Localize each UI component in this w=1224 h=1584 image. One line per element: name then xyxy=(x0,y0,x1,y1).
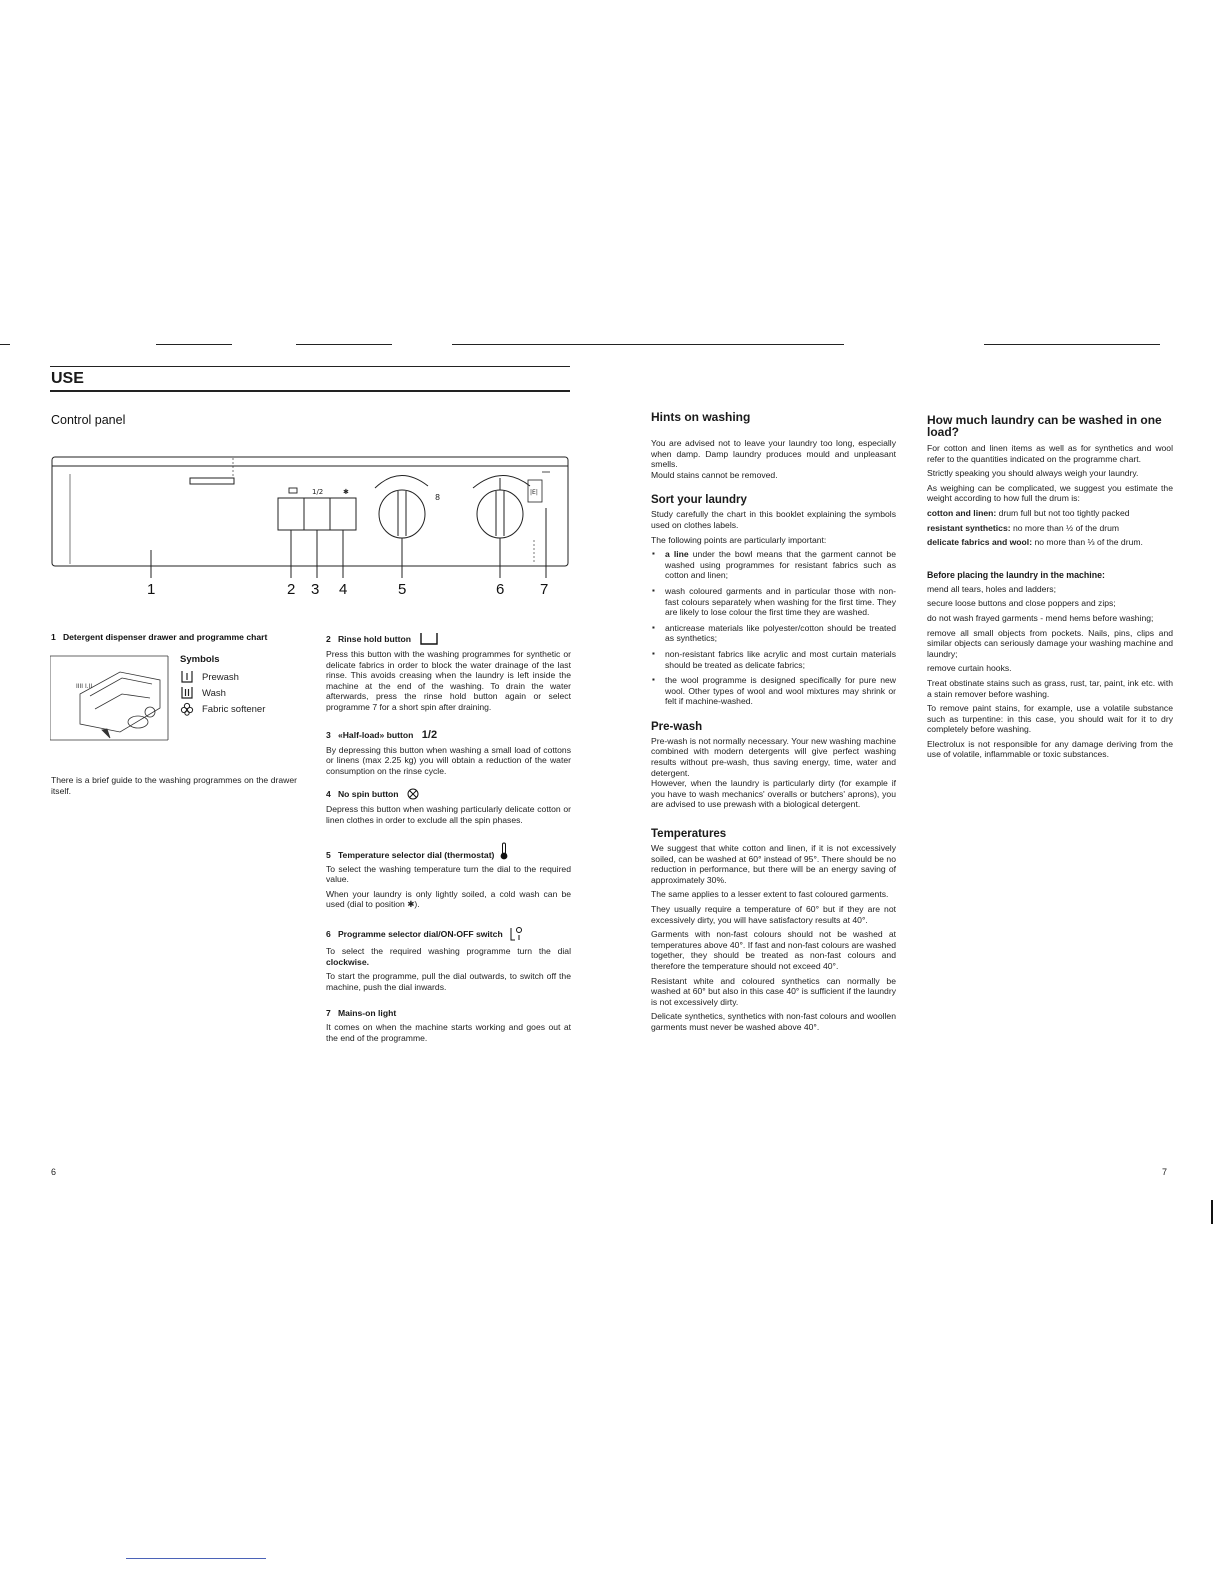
prewash-title: Pre-wash xyxy=(651,720,703,733)
scan-mark-bottom xyxy=(126,1558,266,1559)
callout-1: 1 xyxy=(147,581,156,598)
column-load xyxy=(927,414,1173,764)
rinse-hold-icon xyxy=(419,632,439,646)
load-synthetics-text: no more than ½ of the drum xyxy=(1012,522,1120,533)
sort-bullet-1-text: under the bowl means that the garment cannot be washed using programmes for resistant fabrics such as cotton and linen; xyxy=(665,549,896,581)
sort-title: Sort your laundry xyxy=(651,494,747,507)
item6-text2: To start the programme, pull the dial outwards, to switch off the machine, push the dial inwards. xyxy=(326,971,571,992)
item7-heading: 7 Mains-on light xyxy=(326,1008,397,1019)
programme-switch-icon xyxy=(509,926,523,942)
item3-heading-suffix: 1/2 xyxy=(421,728,438,741)
item5-heading-row xyxy=(326,842,571,860)
no-spin-icon xyxy=(407,788,419,800)
thermometer-icon xyxy=(500,842,508,860)
load-delicate-label: delicate fabrics and wool: xyxy=(927,537,1033,548)
item4-heading: 4 No spin button xyxy=(326,789,399,800)
sort-p1: Study carefully the chart in this booklet explaining the symbols used on clothes labels. xyxy=(651,509,896,530)
symbols-legend xyxy=(180,654,300,717)
item3-text: By depressing this button when washing a small load of cottons or linens (max 2.25 kg) you will obtain a reduction of the water consumption on the rinse cycle. xyxy=(326,744,571,776)
thermometer-mark: 8 xyxy=(435,493,441,502)
temperatures-p4: Garments with non-fast colours should not be washed at temperatures above 40°. If fast and non-fast colours are washed together, they should be treated as non-fast colours and therefore the temperature should not exceed 40°. xyxy=(651,929,896,971)
symbol-fabric-softener-label: Fabric softener xyxy=(202,703,266,715)
load-cotton-text: drum full but not too tightly packed xyxy=(998,507,1130,518)
before-p7: To remove paint stains, for example, use a volatile substance such as turpentine: in this case, you should wait for it to dry completely before washing. xyxy=(927,703,1173,735)
temperatures-p5: Resistant white and coloured synthetics can normally be washed at 60° but also in this case 40° is sufficient if the laundry is not excessively dirty. xyxy=(651,975,896,1007)
load-p3: As weighing can be complicated, we suggest you estimate the weight according to how full the drum is: xyxy=(927,482,1173,504)
no-spin-mark: ✱ xyxy=(343,488,349,496)
load-p2: Strictly speaking you should always weigh your laundry. xyxy=(927,468,1139,479)
symbol-fabric-softener xyxy=(180,701,300,717)
sort-bullet-5: ▪ the wool programme is designed specifically for pure new wool. Other types of wool and wool mixtures may shrink or felt if machine-washed. xyxy=(651,675,896,707)
hints-p1: You are advised not to leave your laundry too long, especially when damp. Damp laundry produces mould and unpleasant smells. xyxy=(651,438,896,470)
drawer-compartment-label: IIII I.II xyxy=(76,683,93,690)
item6-text1-a: To select the required washing programme turn the dial xyxy=(326,945,571,956)
section-title: USE xyxy=(51,370,84,387)
control-panel-title: Control panel xyxy=(51,413,126,427)
item4-heading-row xyxy=(326,788,571,800)
item6-heading-row xyxy=(326,926,571,942)
item2-text: Press this button with the washing programmes for synthetic or delicate fabrics in order to block the water drainage of the last rinse. This avoids creasing when the laundry is left inside the machine at the end of the washing. To drain the water afterwards, press the rinse hold button again or select programme 7 for a short spin after draining. xyxy=(326,649,571,712)
page-number-left: 6 xyxy=(51,1167,57,1177)
item1-caption: There is a brief guide to the washing programmes on the drawer itself. xyxy=(51,775,297,796)
sort-bullet-2: ▪ wash coloured garments and in particular those with non-fast colours separately when washing for the first time. They are likely to lose colour the first time they are washed. xyxy=(651,586,896,618)
callout-4: 4 xyxy=(339,581,348,598)
temperatures-p6: Delicate synthetics, synthetics with non-fast colours and woollen garments must never be washed above 40°. xyxy=(651,1011,896,1032)
load-cotton-label: cotton and linen: xyxy=(927,507,997,518)
item2-heading: 2 Rinse hold button xyxy=(326,634,411,644)
load-title: How much laundry can be washed in one load? xyxy=(927,413,1162,439)
top-rule-4 xyxy=(452,344,844,345)
temperatures-p2: The same applies to a lesser extent to fast coloured garments. xyxy=(651,889,889,900)
sort-bullet-1-bold: a line xyxy=(665,549,689,560)
sort-bullet-1 xyxy=(651,549,896,581)
hints-p2: Mould stains cannot be removed. xyxy=(651,469,778,480)
item5-text1: To select the washing temperature turn the dial to the required value. xyxy=(326,863,571,885)
load-synthetics-label: resistant synthetics: xyxy=(927,522,1011,533)
callout-2: 2 xyxy=(287,581,296,598)
temperatures-p3: They usually require a temperature of 60° but if they are not excessively dirty, you will have satisfactory results at 40°. xyxy=(651,904,896,925)
half-load-mark: 1/2 xyxy=(312,488,324,496)
scan-mark-right xyxy=(1211,1200,1213,1224)
item7-text: It comes on when the machine starts working and goes out at the end of the programme. xyxy=(326,1022,571,1043)
symbol-prewash-label: Prewash xyxy=(202,671,239,683)
load-delicate-text: no more than ⅓ of the drum. xyxy=(1034,537,1143,548)
programme-mark: |E| xyxy=(530,489,538,496)
prewash-p2: However, when the laundry is particularly dirty (for example if you have to wash mechanics' overalls or butchers' aprons), you are advised to use prewash with a biological detergent. xyxy=(651,778,896,810)
item3-heading-row xyxy=(326,729,571,741)
temperatures-title: Temperatures xyxy=(651,828,727,841)
item6-text1-b: clockwise. xyxy=(326,956,369,967)
top-rule-5 xyxy=(984,344,1160,345)
callout-3: 3 xyxy=(311,581,320,598)
before-p1: mend all tears, holes and ladders; xyxy=(927,583,1056,594)
callout-7: 7 xyxy=(540,581,549,598)
sort-bullet-4: ▪ non-resistant fabrics like acrylic and most curtain materials should be treated as delicate fabrics; xyxy=(651,649,896,670)
prewash-compartment-icon xyxy=(180,670,194,684)
sort-p2: The following points are particularly important: xyxy=(651,534,827,545)
item6-text1-row xyxy=(326,946,571,967)
fabric-softener-icon xyxy=(180,702,194,716)
before-p5: remove curtain hooks. xyxy=(927,663,1012,674)
top-rule-3 xyxy=(296,344,392,345)
load-cotton xyxy=(927,508,1173,519)
item3-heading: 3 «Half-load» button xyxy=(326,729,414,740)
item5-text2-row xyxy=(326,889,571,910)
item6-heading: 6 Programme selector dial/ON-OFF switch xyxy=(326,928,503,939)
before-p2: secure loose buttons and close poppers and zips; xyxy=(927,598,1116,609)
symbol-wash xyxy=(180,685,300,701)
load-delicate xyxy=(927,537,1173,548)
load-p1: For cotton and linen items as well as for synthetics and wool refer to the quantities indicated on the programme chart. xyxy=(927,443,1173,464)
prewash-p1: Pre-wash is not normally necessary. Your new washing machine combined with modern detergents will give perfect washing results without pre-wash, thus saving energy, time, water and detergent. xyxy=(651,735,896,778)
hints-title: Hints on washing xyxy=(651,410,751,424)
before-p4: remove all small objects from pockets. Nails, pins, clips and similar objects can seriously damage your washing machine and laundry; xyxy=(927,627,1173,659)
callout-5: 5 xyxy=(398,581,407,598)
symbols-title: Symbols xyxy=(180,654,220,665)
item5-heading: 5 Temperature selector dial (thermostat) xyxy=(326,849,495,860)
item2-heading-row xyxy=(326,632,571,646)
before-p8: Electrolux is not responsible for any damage deriving from the use of volatile, inflammable or toxic substances. xyxy=(927,738,1173,760)
top-rule-2 xyxy=(156,344,232,345)
wash-compartment-icon xyxy=(180,686,194,700)
before-title: Before placing the laundry in the machine: xyxy=(927,569,1105,580)
symbol-prewash xyxy=(180,669,300,685)
item1-heading: 1 Detergent dispenser drawer and programme chart xyxy=(51,632,268,642)
item5-text2: When your laundry is only lightly soiled, a cold wash can be used (dial to position xyxy=(326,888,571,910)
sort-bullets xyxy=(651,549,896,707)
before-p3: do not wash frayed garments - mend hems before washing; xyxy=(927,612,1154,623)
page-number-right: 7 xyxy=(1162,1167,1168,1177)
callout-6: 6 xyxy=(496,581,505,598)
column-controls xyxy=(326,632,571,1047)
use-header-bottom-rule xyxy=(50,390,570,392)
sort-bullet-3: ▪ anticrease materials like polyester/cotton should be treated as synthetics; xyxy=(651,623,896,644)
control-panel-diagram xyxy=(50,450,572,600)
drawer-illustration xyxy=(50,654,170,744)
symbol-wash-label: Wash xyxy=(202,687,226,699)
temperatures-p1: We suggest that white cotton and linen, if it is not excessively soiled, can be washed at 60° instead of 95°. There should be no reduction in performance, but there will be an energy saving of approximately 30%. xyxy=(651,843,896,885)
column-hints xyxy=(651,410,896,1037)
top-rule-1 xyxy=(0,344,10,345)
before-p6: Treat obstinate stains such as grass, rust, tar, paint, ink etc. with a stain remover before washing. xyxy=(927,677,1173,699)
use-header-top-rule xyxy=(50,366,570,367)
item4-text: Depress this button when washing particularly delicate cotton or linen clothes in order to exclude all the spin phases. xyxy=(326,804,571,825)
drawer-handle xyxy=(190,478,234,484)
load-synthetics xyxy=(927,523,1173,534)
cold-wash-icon: ✱). xyxy=(407,899,420,910)
